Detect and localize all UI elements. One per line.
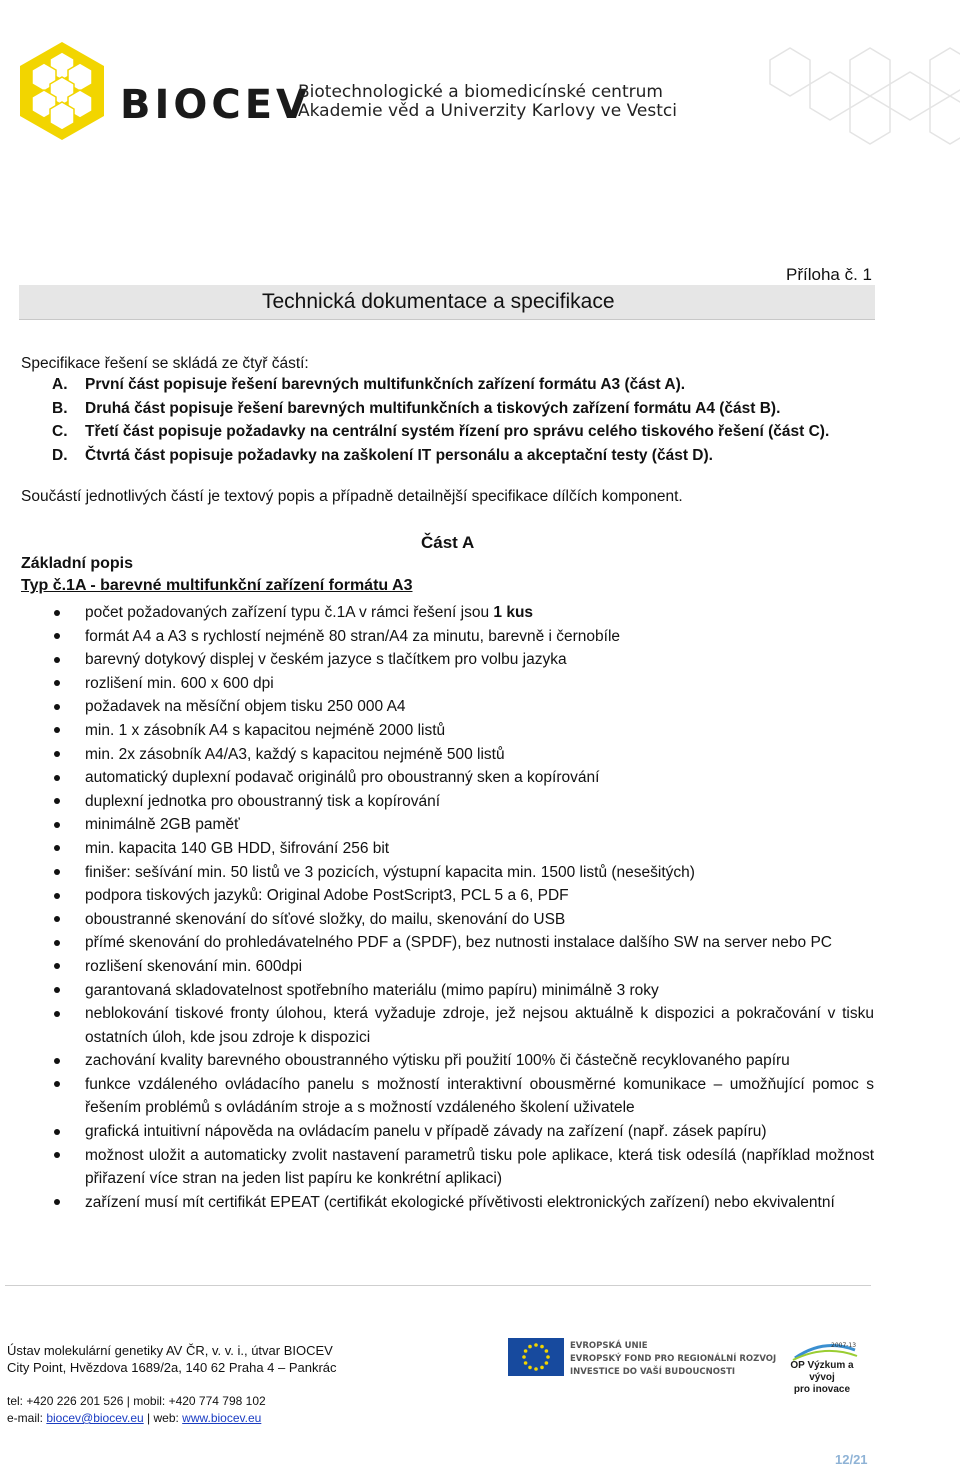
- part-text: První část popisuje řešení barevných multifunkčních zařízení formátu A3 (část A).: [85, 376, 686, 393]
- eu-flag-icon: [508, 1338, 564, 1376]
- requirement-text: formát A4 a A3 s rychlostí nejméně 80 stran/A4 za minutu, barevně i černobíle: [85, 627, 621, 645]
- eu-fund-text: [570, 1340, 776, 1379]
- part-item: [52, 373, 829, 397]
- requirement-text: přímé skenování do prohledávatelného PDF a (SPDF), bez nutnosti instalace dalšího SW na server nebo PC: [85, 934, 832, 952]
- requirement-text: zařízení musí mít certifikát EPEAT (certifikát ekologické přívětivosti elektronických zařízení) nebo ekvivalentní: [85, 1193, 835, 1211]
- requirement-item: [54, 601, 874, 625]
- bullet-icon: [54, 751, 60, 757]
- bullet-icon: [54, 1129, 60, 1135]
- eu-line2: EVROPSKÝ FOND PRO REGIONÁLNÍ ROZVOJ: [570, 1354, 777, 1364]
- op-program-text: [786, 1360, 858, 1396]
- footer-institution: Ústav molekulární genetiky AV ČR, v. v. i., útvar BIOCEV: [7, 1343, 333, 1358]
- requirement-item: [54, 648, 874, 672]
- bullet-icon: [54, 1152, 60, 1158]
- web-link[interactable]: www.biocev.eu: [182, 1411, 262, 1425]
- requirement-item: [54, 790, 874, 814]
- requirement-item: [54, 695, 874, 719]
- requirement-text: počet požadovaných zařízení typu č.1A v rámci řešení jsou: [85, 604, 494, 621]
- bullet-icon: [54, 1199, 60, 1205]
- requirement-item: [54, 1144, 874, 1191]
- bullet-icon: [54, 657, 60, 663]
- bullet-icon: [54, 1081, 60, 1087]
- requirement-item: [54, 1049, 874, 1073]
- requirement-item: [54, 884, 874, 908]
- biocev-logo-icon: [18, 40, 106, 142]
- part-letter: D.: [52, 446, 68, 464]
- requirement-text: min. 1 x zásobník A4 s kapacitou nejméně 2000 listů: [85, 721, 446, 739]
- requirement-item: [54, 625, 874, 649]
- bullet-icon: [54, 822, 60, 828]
- bullet-icon: [54, 775, 60, 781]
- part-letter: B.: [52, 399, 68, 417]
- bullet-icon: [54, 987, 60, 993]
- components-note: Součástí jednotlivých částí je textový popis a případně detailnější specifikace dílčích komponent.: [21, 488, 683, 505]
- bullet-icon: [54, 893, 60, 899]
- requirement-text: finišer: sešívání min. 50 listů ve 3 pozicích, výstupní kapacita min. 1500 listů (nesešitých): [85, 863, 695, 881]
- requirement-text: rozlišení min. 600 x 600 dpi: [85, 674, 274, 692]
- requirement-item: [54, 861, 874, 885]
- requirement-item: [54, 1120, 874, 1144]
- section-subheading: Základní popis: [21, 555, 134, 572]
- bullet-icon: [54, 704, 60, 710]
- logo-subtitle-line2: Akademie věd a Univerzity Karlovy ve Vestci: [298, 101, 677, 121]
- requirement-item: [54, 813, 874, 837]
- web-label: | web:: [143, 1411, 183, 1425]
- requirement-text: grafická intuitivní nápověda na ovládacím panelu v případě závady na zařízení (např. zásek papíru): [85, 1123, 767, 1141]
- requirement-text: podpora tiskových jazyků: Original Adobe PostScript3, PCL 5 a 6, PDF: [85, 887, 569, 905]
- logo-wordmark: BIOCEV: [120, 82, 312, 128]
- footer-contacts: [7, 1411, 261, 1425]
- logo-subtitle: [298, 83, 677, 121]
- intro-text: Specifikace řešení se skládá ze čtyř částí:: [21, 355, 309, 372]
- bullet-icon: [54, 940, 60, 946]
- section-heading: Část A: [421, 533, 475, 552]
- document-title: Technická dokumentace a specifikace: [262, 290, 615, 313]
- part-text: Třetí část popisuje požadavky na centrální systém řízení pro správu celého tiskového řešení (část C).: [85, 423, 830, 440]
- requirement-item: [54, 837, 874, 861]
- requirement-text: min. kapacita 140 GB HDD, šifrování 256 bit: [85, 839, 390, 857]
- requirement-text: funkce vzdáleného ovládacího panelu s možností interaktivní obousměrné komunikace – umožňující pomoc s řešením problémů s ovládáním stroje a s možností vzdáleného školení uživatele: [85, 1075, 874, 1117]
- requirement-text: duplexní jednotka pro oboustranný tisk a kopírování: [85, 792, 441, 810]
- requirement-text: rozlišení skenování min. 600dpi: [85, 957, 303, 975]
- bullet-icon: [54, 1011, 60, 1017]
- requirement-item: [54, 766, 874, 790]
- requirement-text: min. 2x zásobník A4/A3, každý s kapacitou nejméně 500 listů: [85, 745, 505, 763]
- annex-label: Příloha č. 1: [786, 265, 872, 284]
- parts-list: [52, 373, 829, 467]
- requirement-text: oboustranné skenování do síťové složky, do mailu, skenování do USB: [85, 910, 566, 928]
- email-label: e-mail:: [7, 1411, 47, 1425]
- part-item: [52, 420, 829, 444]
- eu-line3: INVESTICE DO VAŠÍ BUDOUCNOSTI: [570, 1367, 736, 1377]
- email-link[interactable]: biocev@biocev.eu: [46, 1411, 144, 1425]
- bullet-icon: [54, 869, 60, 875]
- footer-address: City Point, Hvězdova 1689/2a, 140 62 Praha 4 – Pankrác: [7, 1360, 337, 1375]
- requirement-item: [54, 1002, 874, 1049]
- footer-divider: [5, 1285, 871, 1286]
- requirement-text: požadavek na měsíční objem tisku 250 000 A4: [85, 698, 406, 716]
- requirement-text: automatický duplexní podavač originálů pro oboustranný sken a kopírování: [85, 769, 600, 787]
- requirement-item: [54, 931, 874, 955]
- requirement-text: neblokování tiskové fronty úlohou, která vyžaduje zdroje, jež nejsou aktuálně k dispozici a pokračování v tisku ostatních úloh, kde jsou zdroje k dispozici: [85, 1005, 874, 1046]
- part-text: Druhá část popisuje řešení barevných multifunkčních a tiskových zařízení formátu A4 (část B).: [85, 399, 781, 417]
- op-line2: pro inovace: [793, 1384, 851, 1395]
- type-heading: Typ č.1A - barevné multifunkční zařízení formátu A3: [21, 577, 413, 594]
- part-item: [52, 444, 829, 468]
- requirement-text: minimálně 2GB paměť: [85, 816, 240, 834]
- bullet-icon: [54, 845, 60, 851]
- bullet-icon: [54, 633, 60, 639]
- bullet-icon: [54, 727, 60, 733]
- requirement-text: barevný dotykový displej v českém jazyce s tlačítkem pro volbu jazyka: [85, 651, 567, 669]
- requirement-text: zachování kvality barevného oboustranného výtisku při použití 100% či částečně recyklovaného papíru: [85, 1052, 790, 1070]
- decorative-hexagon-pattern: [730, 40, 960, 150]
- logo-subtitle-line1: Biotechnologické a biomedicínské centrum: [298, 82, 663, 102]
- bullet-icon: [54, 916, 60, 922]
- part-item: [52, 397, 829, 421]
- bullet-icon: [54, 963, 60, 969]
- requirement-text: možnost uložit a automaticky zvolit nastavení parametrů tisku pole aplikace, která tisk odesílá (například možnost přiřazení více stran na jeden list papíru ke konkrétní aplikaci): [85, 1146, 874, 1188]
- op-years: 2007-13: [831, 1342, 857, 1349]
- requirement-quantity: 1 kus: [493, 604, 534, 621]
- bullet-icon: [54, 1058, 60, 1064]
- requirement-text: garantovaná skladovatelnost spotřebního materiálu (mimo papíru) minimálně 3 roky: [85, 981, 659, 999]
- part-text: Čtvrtá část popisuje požadavky na zaškolení IT personálu a akceptační testy (část D).: [85, 446, 713, 464]
- bullet-icon: [54, 680, 60, 686]
- requirement-item: [54, 1191, 874, 1215]
- requirement-item: [54, 979, 874, 1003]
- requirement-item: [54, 1073, 874, 1120]
- page-number: 12/21: [835, 1452, 868, 1467]
- requirement-item: [54, 955, 874, 979]
- requirement-item: [54, 908, 874, 932]
- op-line1: OP Výzkum a vývoj: [790, 1360, 854, 1383]
- requirement-item: [54, 672, 874, 696]
- eu-line1: EVROPSKÁ UNIE: [570, 1341, 648, 1351]
- requirements-list: [54, 601, 874, 1214]
- bullet-icon: [54, 610, 60, 616]
- bullet-icon: [54, 798, 60, 804]
- part-letter: A.: [52, 376, 68, 393]
- footer-phone: tel: +420 226 201 526 | mobil: +420 774 798 102: [7, 1394, 266, 1408]
- part-letter: C.: [52, 423, 68, 440]
- requirement-item: [54, 719, 874, 743]
- requirement-item: [54, 743, 874, 767]
